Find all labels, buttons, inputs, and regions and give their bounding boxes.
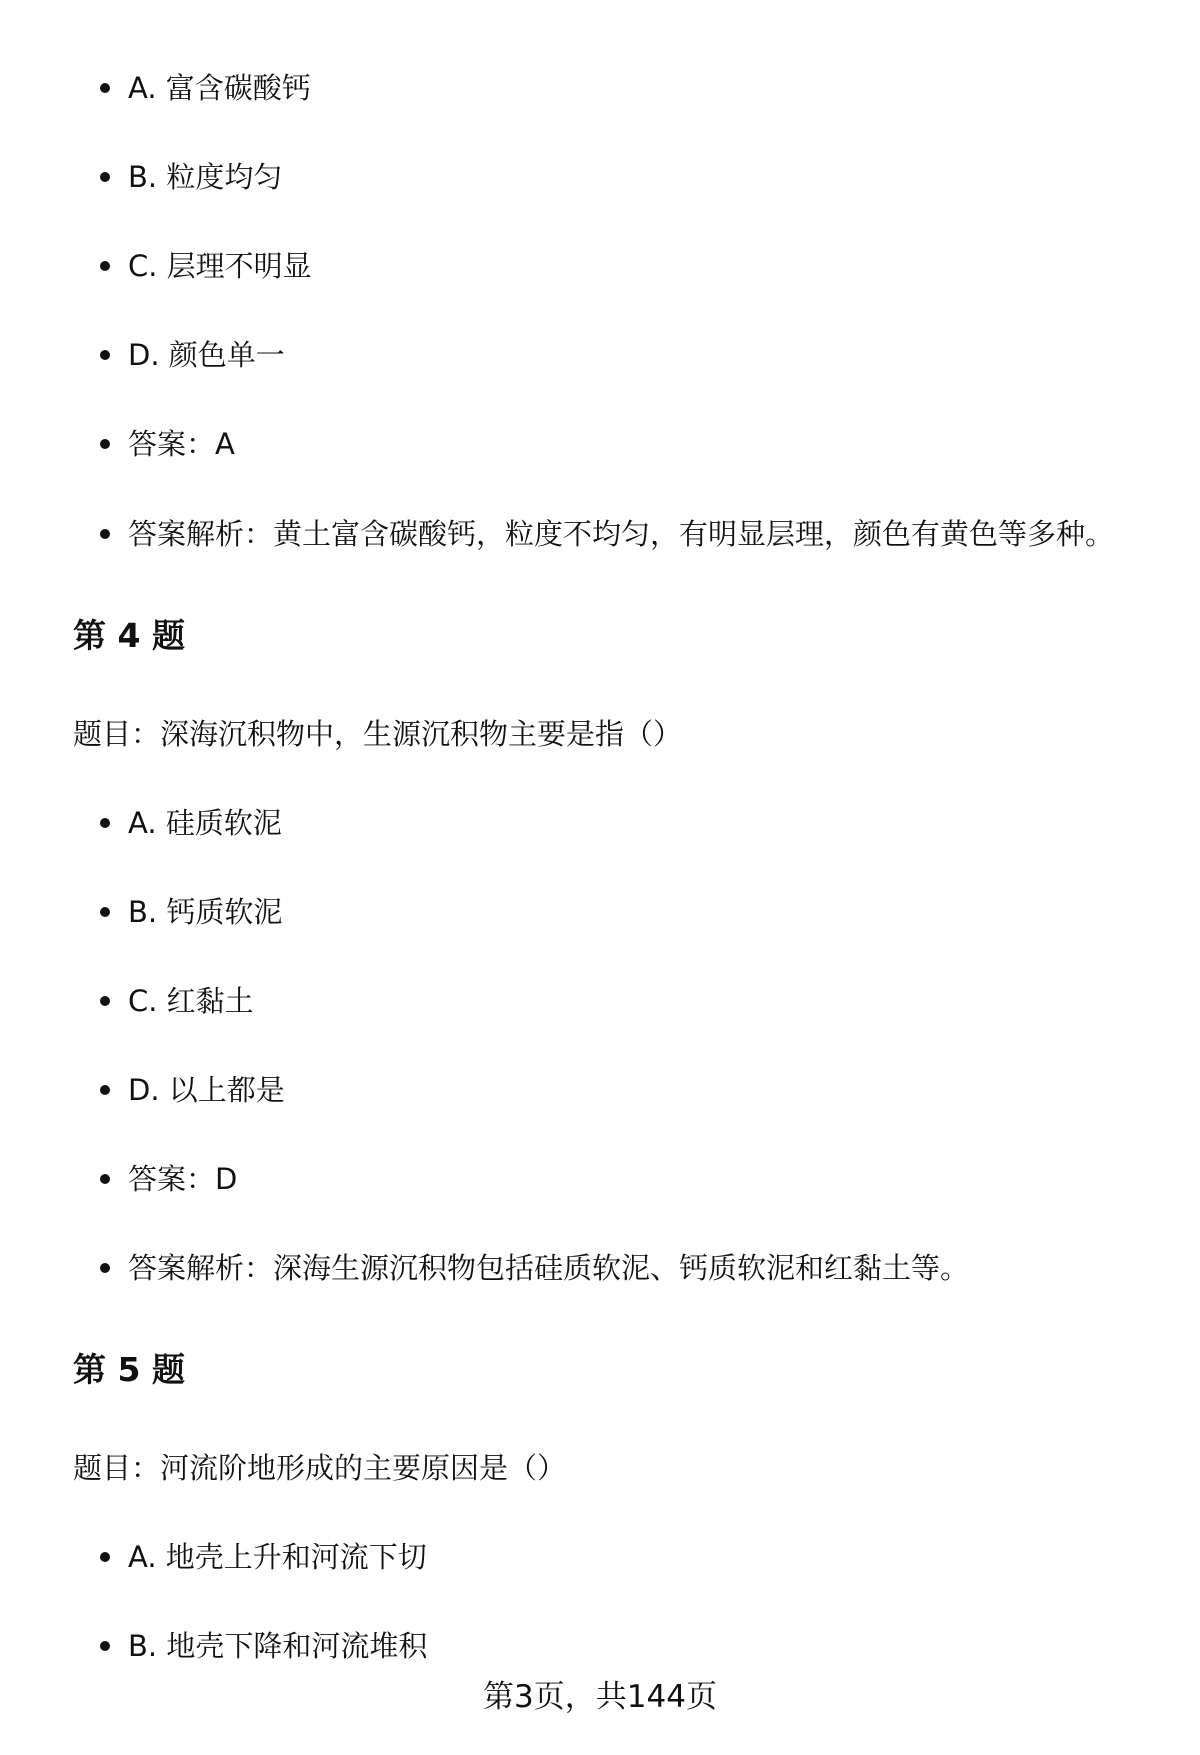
list-item: A. 富含碳酸钙 xyxy=(128,68,311,108)
question-heading: 第 5 题 xyxy=(73,1350,185,1389)
list-item: D. 以上都是 xyxy=(128,1070,285,1110)
analysis-line: 答案解析：黄土富含碳酸钙，粒度不均匀，有明显层理，颜色有黄色等多种。 xyxy=(128,514,1114,554)
page-number: 第3页，共144页 xyxy=(483,1679,717,1715)
question-heading: 第 4 题 xyxy=(73,616,185,655)
answer-line: 答案：A xyxy=(128,424,235,464)
question-stem: 题目：深海沉积物中，生源沉积物主要是指（） xyxy=(73,717,683,751)
answer-line: 答案：D xyxy=(128,1159,237,1199)
analysis-line: 答案解析：深海生源沉积物包括硅质软泥、钙质软泥和红黏土等。 xyxy=(128,1248,969,1288)
list-item: C. 层理不明显 xyxy=(128,246,312,286)
list-item: B. 地壳下降和河流堆积 xyxy=(128,1626,427,1666)
list-item: A. 硅质软泥 xyxy=(128,803,282,843)
list-item: B. 粒度均匀 xyxy=(128,157,282,197)
list-item: B. 钙质软泥 xyxy=(128,892,282,932)
list-item: C. 红黏土 xyxy=(128,981,254,1021)
list-item: D. 颜色单一 xyxy=(128,335,285,375)
question-stem: 题目：河流阶地形成的主要原因是（） xyxy=(73,1451,567,1485)
list-item: A. 地壳上升和河流下切 xyxy=(128,1537,427,1577)
